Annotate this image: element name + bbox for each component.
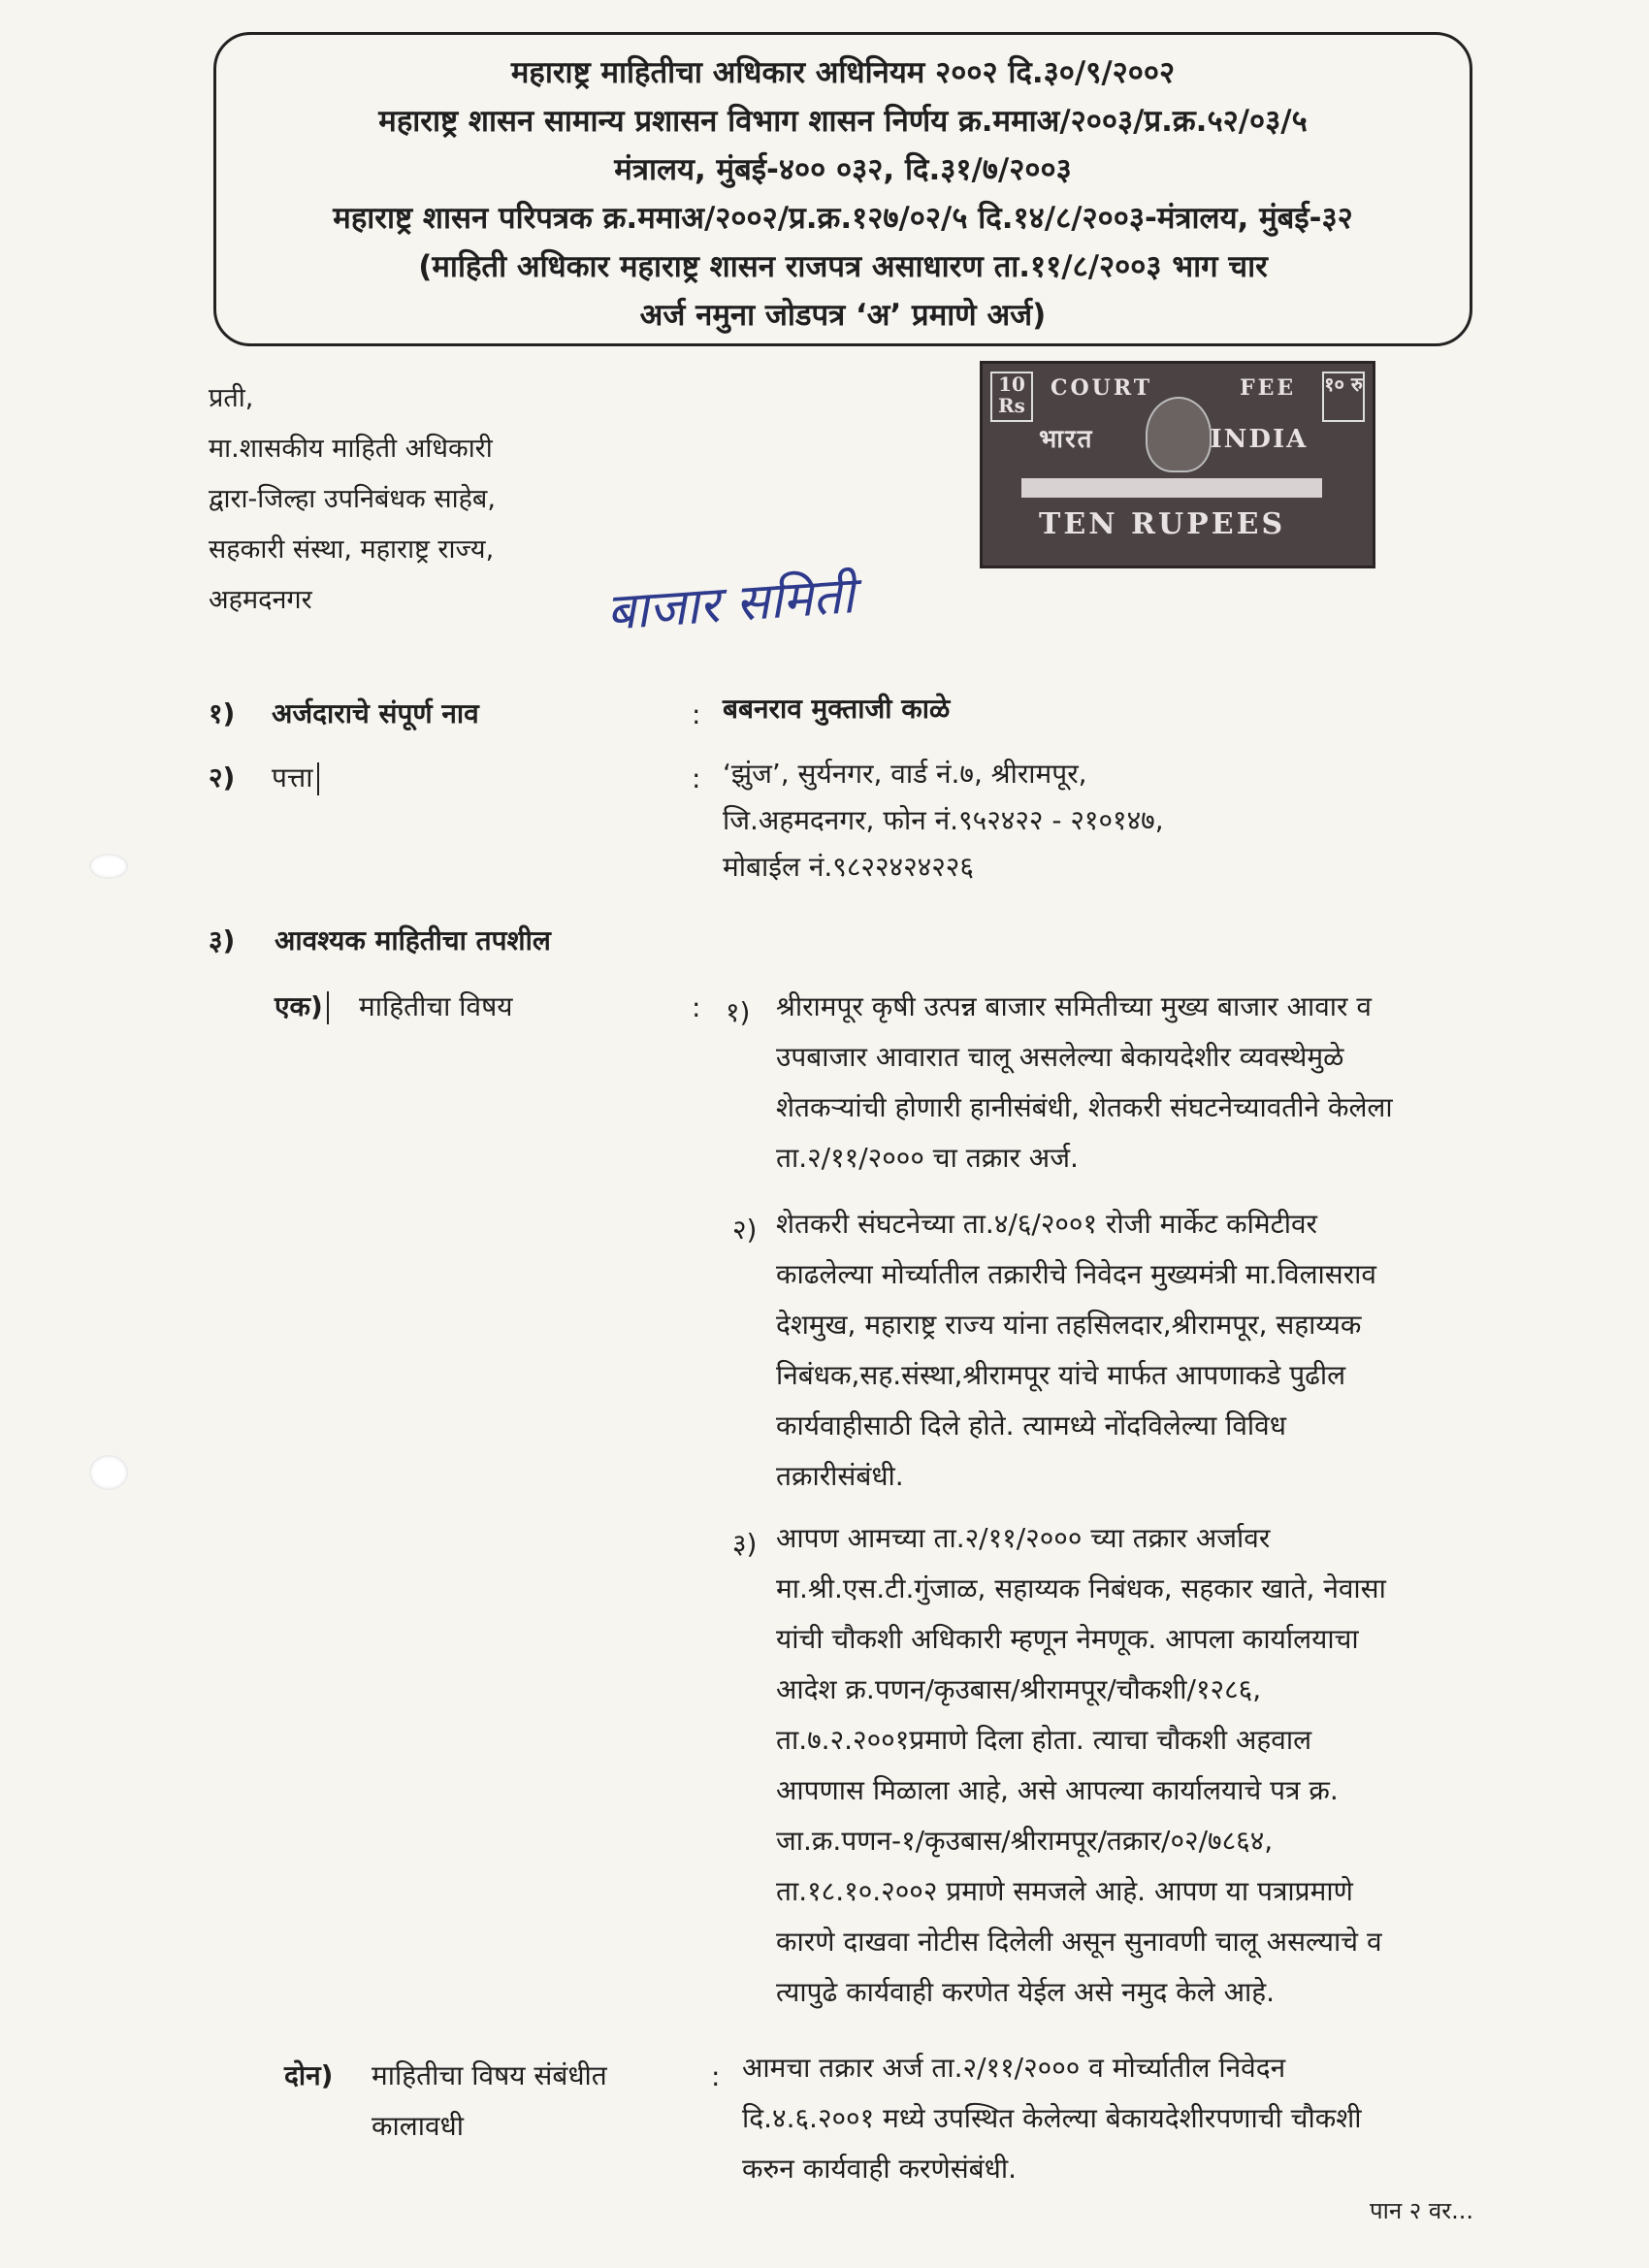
item-text	[776, 1513, 1513, 2018]
field-address-value	[723, 751, 1164, 891]
item-num: २)	[732, 1214, 758, 1246]
stamp-fee-label: FEE	[1240, 375, 1297, 401]
item-line: ता.१८.१०.२००२ प्रमाणे समजले आहे. आपण या पत्राप्रमाणे	[776, 1875, 1353, 1907]
stamp-band	[1021, 478, 1322, 498]
field-address-label: पत्ता	[272, 761, 313, 794]
sub-two-line: आमचा तक्रार अर्ज ता.२/११/२००० व मोर्च्यातील निवेदन	[742, 2052, 1286, 2084]
stamp-value-right: १० रु	[1322, 372, 1365, 422]
header-box	[213, 32, 1472, 346]
item-line: कारणे दाखवा नोटीस दिलेली असून सुनावणी चालू असल्याचे व	[776, 1926, 1382, 1958]
item-line: निबंधक,सह.संस्था,श्रीरामपूर यांचे मार्फत आपणाकडे पुढील	[776, 1359, 1346, 1391]
text-cursor	[317, 762, 319, 795]
item-line: शेतकऱ्यांची होणारी हानीसंबंधी, शेतकरी संघटनेच्यावतीने केलेला	[776, 1091, 1393, 1123]
sub-one-num-wrap	[275, 984, 329, 1030]
stamp-bharat-label: भारत	[1039, 425, 1094, 454]
stamp-country	[1039, 420, 1424, 455]
item-line: ता.७.२.२००१प्रमाणे दिला होता. त्याचा चौकशी अहवाल	[776, 1724, 1312, 1756]
sub-one-num: एक)	[275, 990, 323, 1022]
addressee-line: मा.शासकीय माहिती अधिकारी	[209, 434, 493, 464]
stamp-denomination: TEN RUPEES	[1039, 507, 1286, 541]
field-address-colon: :	[692, 762, 701, 794]
field-name-colon: :	[692, 698, 701, 730]
sub-two-label-line: कालावधी	[372, 2110, 465, 2142]
stamp-india-label: INDIA	[1210, 425, 1309, 454]
item-line: शेतकरी संघटनेच्या ता.४/६/२००१ रोजी मार्केट कमिटीवर	[776, 1208, 1317, 1240]
text-cursor	[327, 991, 329, 1024]
item-line: श्रीरामपूर कृषी उत्पन्न बाजार समितीच्या मुख्य बाजार आवार व	[776, 990, 1372, 1022]
header-line: महाराष्ट्र शासन परिपत्रक क्र.ममाअ/२००२/प्र.क्र.१२७/०२/५ दि.१४/८/२००३-मंत्रालय, मुंबई-३२	[333, 201, 1353, 236]
item-line: ता.२/११/२००० चा तक्रार अर्ज.	[776, 1142, 1079, 1174]
item-line: जा.क्र.पणन-१/कृउबास/श्रीरामपूर/तक्रार/०२/७८६४,	[776, 1825, 1274, 1857]
header-line: महाराष्ट्र माहितीचा अधिकार अधिनियम २००२ दि.३०/९/२००२	[510, 55, 1176, 90]
header-line: महाराष्ट्र शासन सामान्य प्रशासन विभाग शासन निर्णय क्र.ममाअ/२००३/प्र.क्र.५२/०३/५	[378, 104, 1308, 139]
item-line: देशमुख, महाराष्ट्र राज्य यांना तहसिलदार,श्रीरामपूर, सहाय्यक	[776, 1309, 1362, 1341]
sub-two-line: करुन कार्यवाही करणेसंबंधी.	[742, 2153, 1018, 2185]
item-line: तक्रारीसंबंधी.	[776, 1460, 904, 1492]
item-line: यांची चौकशी अधिकारी म्हणून नेमणूक. आपला कार्यालयाचा	[776, 1623, 1359, 1655]
punch-hole	[89, 854, 128, 879]
sub-two-text	[742, 2043, 1513, 2194]
addressee-block	[209, 373, 496, 626]
addressee-line: सहकारी संस्था, महाराष्ट्र राज्य,	[209, 535, 495, 565]
punch-hole	[89, 1455, 128, 1490]
court-fee-stamp	[980, 361, 1375, 568]
addressee-line: अहमदनगर	[209, 585, 312, 615]
handwritten-note: बाजार समिती	[604, 567, 857, 642]
sub-two-line: दि.४.६.२००१ मध्ये उपस्थित केलेल्या बेकायदेशीरपणाची चौकशी	[742, 2102, 1362, 2134]
item-text	[776, 982, 1513, 1183]
item-line: आपण आमच्या ता.२/११/२००० च्या तक्रार अर्जावर	[776, 1522, 1271, 1554]
item-line: काढलेल्या मोर्च्यातील तक्रारीचे निवेदन मुख्यमंत्री मा.विलासराव	[776, 1258, 1377, 1290]
item-line: कार्यवाहीसाठी दिले होते. त्यामध्ये नोंदविलेल्या विविध	[776, 1409, 1286, 1442]
header-line: मंत्रालय, मुंबई-४०० ०३२, दि.३१/७/२००३	[614, 152, 1072, 187]
field-name-label: अर्जदाराचे संपूर्ण नाव	[272, 697, 479, 729]
field-address-num: २)	[209, 761, 236, 794]
item-line: उपबाजार आवारात चालू असलेल्या बेकायदेशीर व्यवस्थेमुळे	[776, 1041, 1344, 1073]
sub-two-num: दोन)	[284, 2059, 334, 2091]
item-line: आदेश क्र.पणन/कृउबास/श्रीरामपूर/चौकशी/१२८६,	[776, 1673, 1262, 1705]
field-details-label: आवश्यक माहितीचा तपशील	[275, 924, 551, 956]
addressee-line: द्वारा-जिल्हा उपनिबंधक साहेब,	[209, 484, 496, 514]
sub-two-colon: :	[711, 2060, 721, 2092]
item-num: १)	[726, 996, 751, 1028]
stamp-value-left: 10 Rs	[990, 372, 1033, 422]
header-line: (माहिती अधिकार महाराष्ट्र शासन राजपत्र असाधारण ता.११/८/२००३ भाग चार	[418, 249, 1268, 284]
page-continuation-note: पान २ वर...	[1370, 2197, 1473, 2224]
stamp-top-text	[1051, 375, 1297, 401]
field-name-num: १)	[209, 697, 236, 729]
stamp-court-label: COURT	[1051, 375, 1153, 401]
item-line: आपणास मिळाला आहे, असे आपल्या कार्यालयाचे पत्र क्र.	[776, 1774, 1339, 1806]
field-details-num: ३)	[209, 924, 236, 956]
item-text	[776, 1199, 1513, 1502]
field-address-label-wrap	[272, 755, 319, 801]
field-name-value: बबनराव मुक्ताजी काळे	[723, 693, 951, 725]
item-num: ३)	[732, 1528, 758, 1560]
addressee-line: प्रती,	[209, 383, 254, 413]
address-line: जि.अहमदनगर, फोन नं.९५२४२२ - २१०१४७,	[723, 804, 1164, 836]
sub-one-label: माहितीचा विषय	[359, 990, 513, 1022]
sub-two-label-line: माहितीचा विषय संबंधीत	[372, 2059, 607, 2091]
item-line: त्यापुढे कार्यवाही करणेत येईल असे नमुद केले आहे.	[776, 1976, 1275, 2008]
item-line: मा.श्री.एस.टी.गुंजाळ, सहाय्यक निबंधक, सहकार खाते, नेवासा	[776, 1572, 1386, 1604]
sub-one-colon: :	[692, 991, 701, 1023]
address-line: ‘झुंज’, सुर्यनगर, वार्ड नं.७, श्रीरामपूर,	[723, 758, 1087, 790]
header-line: अर्ज नमुना जोडपत्र ‘अ’ प्रमाणे अर्ज)	[639, 298, 1047, 333]
address-line: मोबाईल नं.९८२२४२४२२६	[723, 851, 974, 883]
